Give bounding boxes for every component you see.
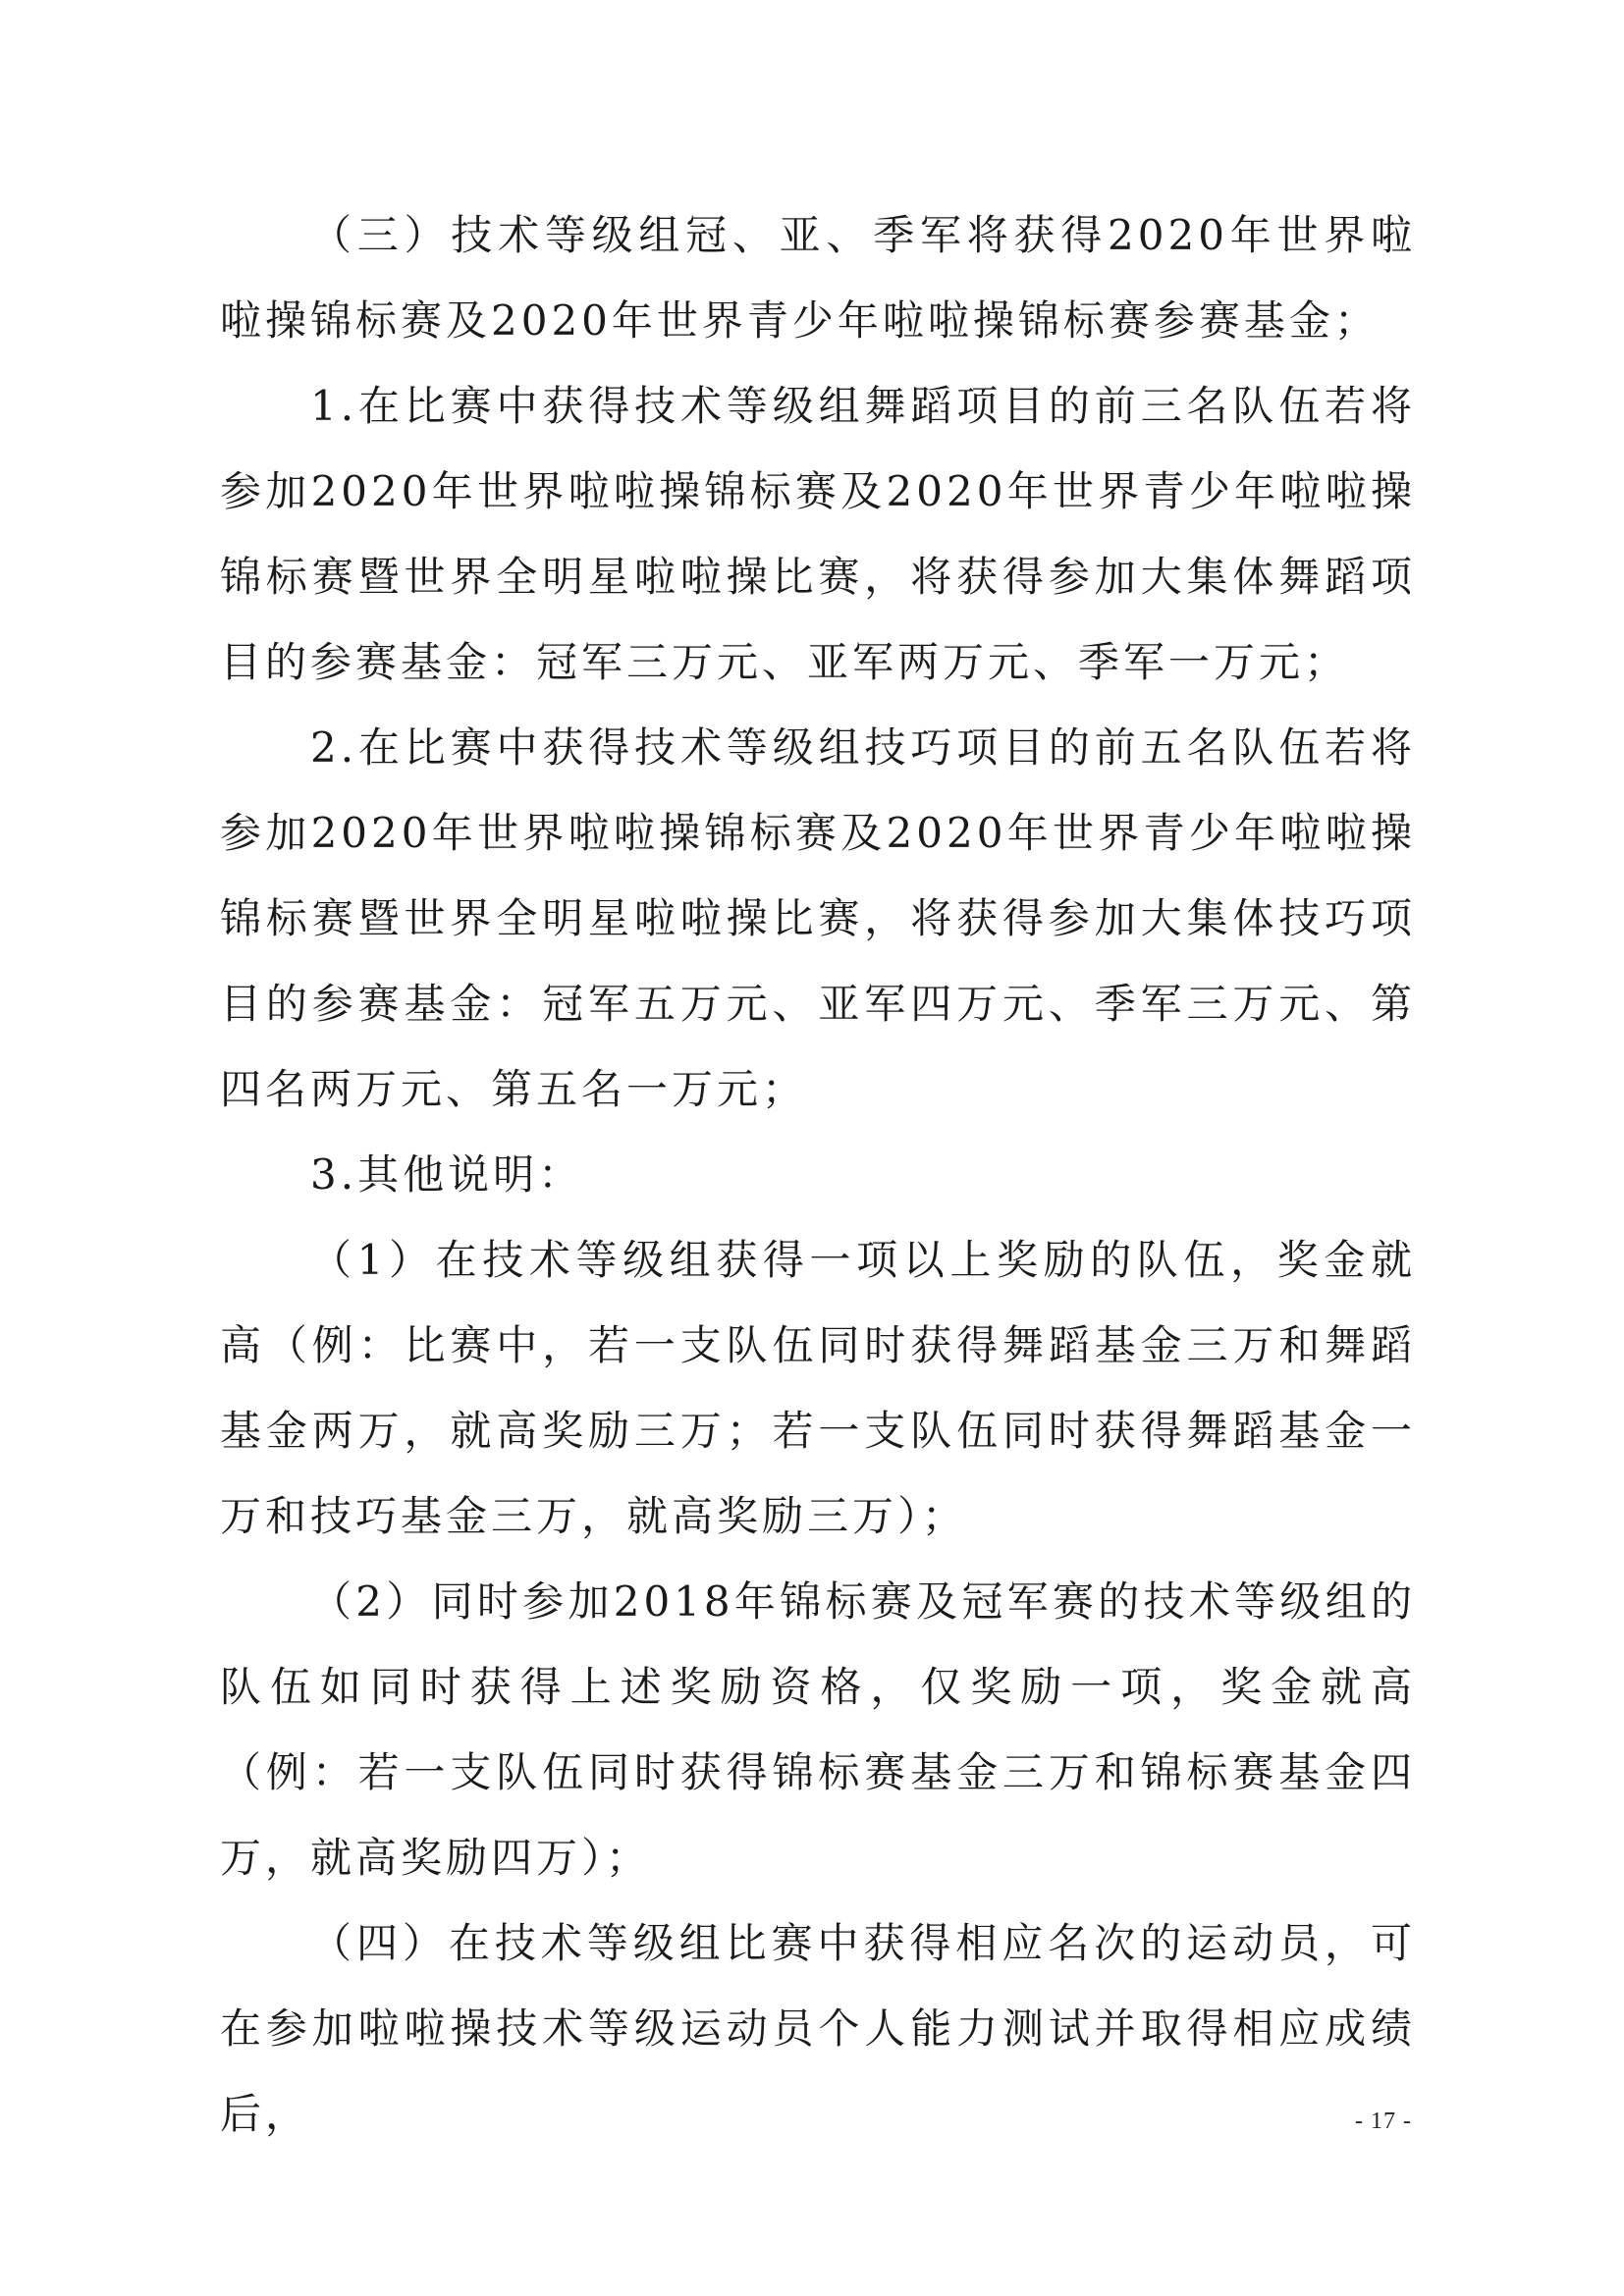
page-number: - 17 -: [1355, 2109, 1412, 2134]
paragraph-item-3: 3.其他说明：: [310, 1150, 584, 1199]
paragraph-note-1: （1）在技术等级组获得一项以上奖励的队伍，奖金就高（例：比赛中，若一支队伍同时获得舞蹈基金三万和舞蹈基金两万，就高奖励三万；若一支队伍同时获得舞蹈基金一万和技巧基金三万，就高奖励三万）；: [220, 1236, 1416, 1540]
document-body: [220, 192, 1416, 2157]
paragraph-section-3: （三）技术等级组冠、亚、季军将获得2020年世界啦啦操锦标赛及2020年世界青少年啦啦操锦标赛参赛基金；: [220, 211, 1416, 345]
paragraph-item-1: 1.在比赛中获得技术等级组舞蹈项目的前三名队伍若将参加2020年世界啦啦操锦标赛及2020年世界青少年啦啦操锦标赛暨世界全明星啦啦操比赛，将获得参加大集体舞蹈项目的参赛基金：冠军三万元、亚军两万元、季军一万元；: [220, 382, 1416, 686]
paragraph-note-2: （2）同时参加2018年锦标赛及冠军赛的技术等级组的队伍如同时获得上述奖励资格，仅奖励一项，奖金就高（例：若一支队伍同时获得锦标赛基金三万和锦标赛基金四万，就高奖励四万）；: [220, 1577, 1416, 1882]
paragraph-item-2: 2.在比赛中获得技术等级组技巧项目的前五名队伍若将参加2020年世界啦啦操锦标赛及2020年世界青少年啦啦操锦标赛暨世界全明星啦啦操比赛，将获得参加大集体技巧项目的参赛基金：冠军五万元、亚军四万元、季军三万元、第四名两万元、第五名一万元；: [220, 723, 1416, 1113]
paragraph-section-4: （四）在技术等级组比赛中获得相应名次的运动员，可在参加啦啦操技术等级运动员个人能力测试并取得相应成绩后，: [220, 1919, 1416, 2138]
